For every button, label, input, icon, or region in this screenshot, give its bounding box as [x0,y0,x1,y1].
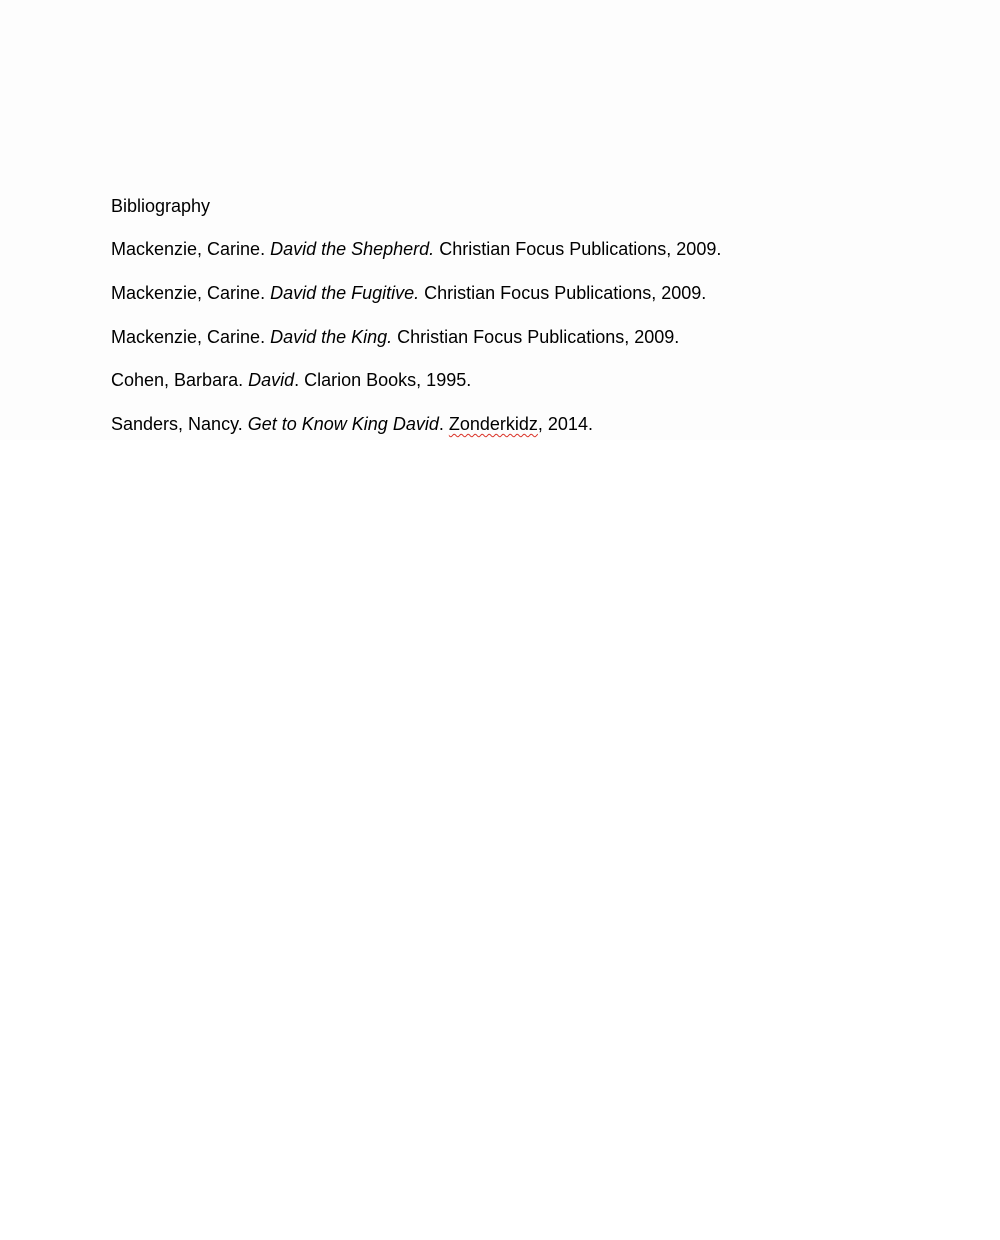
entry-author: Sanders, Nancy. [111,414,248,434]
entry-title: David [248,370,295,390]
bibliography-entry [111,412,931,436]
entry-publication: . Clarion Books, 1995. [294,370,472,390]
entry-title: David the Fugitive. [270,283,420,303]
entry-author: Mackenzie, Carine. [111,283,271,303]
entry-publication: Christian Focus Publications, 2009. [419,283,707,303]
entry-publication: Christian Focus Publications, 2009. [392,327,680,347]
bibliography-entry [111,368,931,392]
bibliography-entry [111,325,931,349]
bibliography-entry [111,237,931,261]
entry-author: Mackenzie, Carine. [111,327,271,347]
entry-title: David the Shepherd. [270,239,435,259]
bibliography-heading: Bibliography [111,196,211,216]
entry-title: Get to Know King David [247,414,439,434]
entry-author: Cohen, Barbara. [111,370,249,390]
entry-publication: Christian Focus Publications, 2009. [434,239,722,259]
entry-title: David the King. [270,327,393,347]
entry-author: Mackenzie, Carine. [111,239,271,259]
entry-publication: , 2014. [537,414,593,434]
bibliography-entry [111,281,931,305]
entry-separator: . [438,414,449,434]
entry-publisher-misspelled[interactable]: Zonderkidz [448,414,538,434]
bibliography-content [111,194,931,456]
